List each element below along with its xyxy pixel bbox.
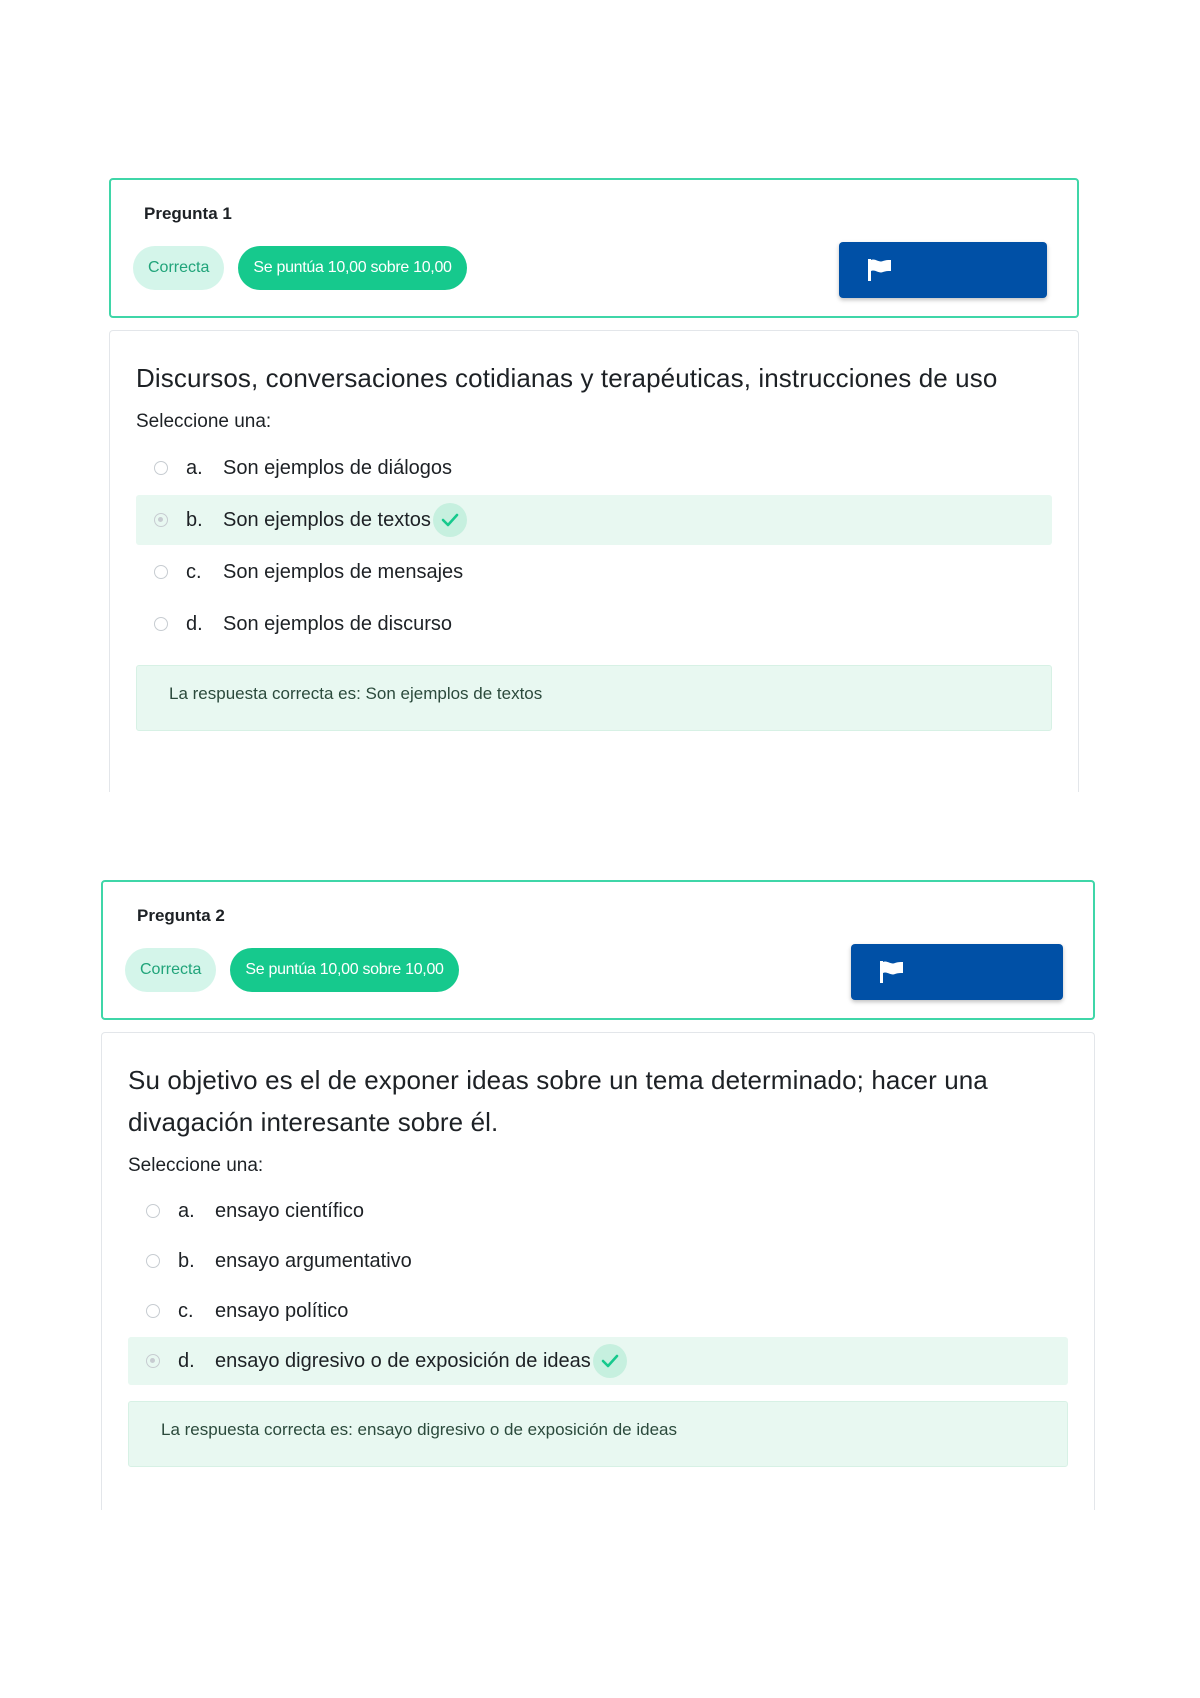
answer-option-a[interactable] bbox=[128, 1187, 1068, 1235]
check-icon bbox=[593, 1344, 627, 1378]
state-badge: Correcta bbox=[125, 948, 216, 992]
grade-badge: Se puntúa 10,00 sobre 10,00 bbox=[230, 948, 458, 992]
radio-button[interactable] bbox=[146, 1254, 160, 1268]
question-title: Pregunta 1 bbox=[144, 204, 232, 223]
state-badge: Correcta bbox=[133, 246, 224, 290]
flag-question-button[interactable] bbox=[851, 944, 1063, 1000]
question-text: Discursos, conversaciones cotidianas y terapéuticas, instrucciones de uso bbox=[136, 363, 998, 393]
answer-option-c[interactable] bbox=[128, 1287, 1068, 1335]
question-text: Su objetivo es el de exponer ideas sobre un tema determinado; hacer una divagación interesante sobre él. bbox=[128, 1065, 988, 1137]
radio-button[interactable] bbox=[146, 1204, 160, 1218]
answer-label: Son ejemplos de mensajes bbox=[223, 560, 464, 583]
question-info bbox=[101, 880, 1095, 1020]
question-title: Pregunta 2 bbox=[137, 906, 225, 925]
flag-icon bbox=[867, 258, 893, 282]
grade-badge: Se puntúa 10,00 sobre 10,00 bbox=[238, 246, 466, 290]
answer-label: ensayo argumentativo bbox=[215, 1249, 412, 1272]
question-info bbox=[109, 178, 1079, 318]
select-prompt: Seleccione una: bbox=[136, 411, 272, 432]
radio-button[interactable] bbox=[154, 565, 168, 579]
answer-list bbox=[136, 443, 1052, 649]
answer-option-d[interactable] bbox=[136, 599, 1052, 649]
answer-letter: a. bbox=[178, 1199, 195, 1222]
check-icon bbox=[433, 503, 467, 537]
question-content bbox=[101, 1032, 1095, 1510]
answer-label: Son ejemplos de diálogos bbox=[223, 456, 453, 479]
answer-label: ensayo político bbox=[215, 1299, 349, 1322]
correct-answer-feedback: La respuesta correcta es: Son ejemplos de textos bbox=[136, 665, 1052, 731]
status-badges bbox=[125, 948, 459, 992]
answer-letter: c. bbox=[178, 1299, 194, 1322]
radio-button[interactable] bbox=[154, 461, 168, 475]
answer-letter: b. bbox=[178, 1249, 195, 1272]
correct-answer-feedback: La respuesta correcta es: ensayo digresivo o de exposición de ideas bbox=[128, 1401, 1068, 1467]
status-badges bbox=[133, 246, 467, 290]
question-1 bbox=[109, 178, 1079, 792]
answer-option-c[interactable] bbox=[136, 547, 1052, 597]
select-prompt: Seleccione una: bbox=[128, 1155, 264, 1176]
radio-button[interactable] bbox=[146, 1304, 160, 1318]
radio-button-selected[interactable] bbox=[146, 1354, 160, 1368]
radio-button[interactable] bbox=[154, 617, 168, 631]
answer-option-a[interactable] bbox=[136, 443, 1052, 493]
answer-option-d[interactable] bbox=[128, 1337, 1068, 1385]
answer-label: ensayo digresivo o de exposición de ideas bbox=[215, 1349, 591, 1372]
answer-letter: d. bbox=[186, 612, 203, 635]
answer-letter: c. bbox=[186, 560, 202, 583]
answer-label: ensayo científico bbox=[215, 1199, 364, 1222]
answer-option-b[interactable] bbox=[128, 1237, 1068, 1285]
question-content bbox=[109, 330, 1079, 792]
flag-icon bbox=[879, 960, 905, 984]
answer-list bbox=[128, 1187, 1068, 1385]
answer-letter: b. bbox=[186, 508, 203, 531]
answer-letter: a. bbox=[186, 456, 203, 479]
answer-option-b[interactable] bbox=[136, 495, 1052, 545]
answer-letter: d. bbox=[178, 1349, 195, 1372]
answer-label: Son ejemplos de discurso bbox=[223, 612, 453, 635]
answer-label: Son ejemplos de textos bbox=[223, 508, 431, 531]
question-2 bbox=[101, 880, 1095, 1510]
flag-question-button[interactable] bbox=[839, 242, 1047, 298]
radio-button-selected[interactable] bbox=[154, 513, 168, 527]
